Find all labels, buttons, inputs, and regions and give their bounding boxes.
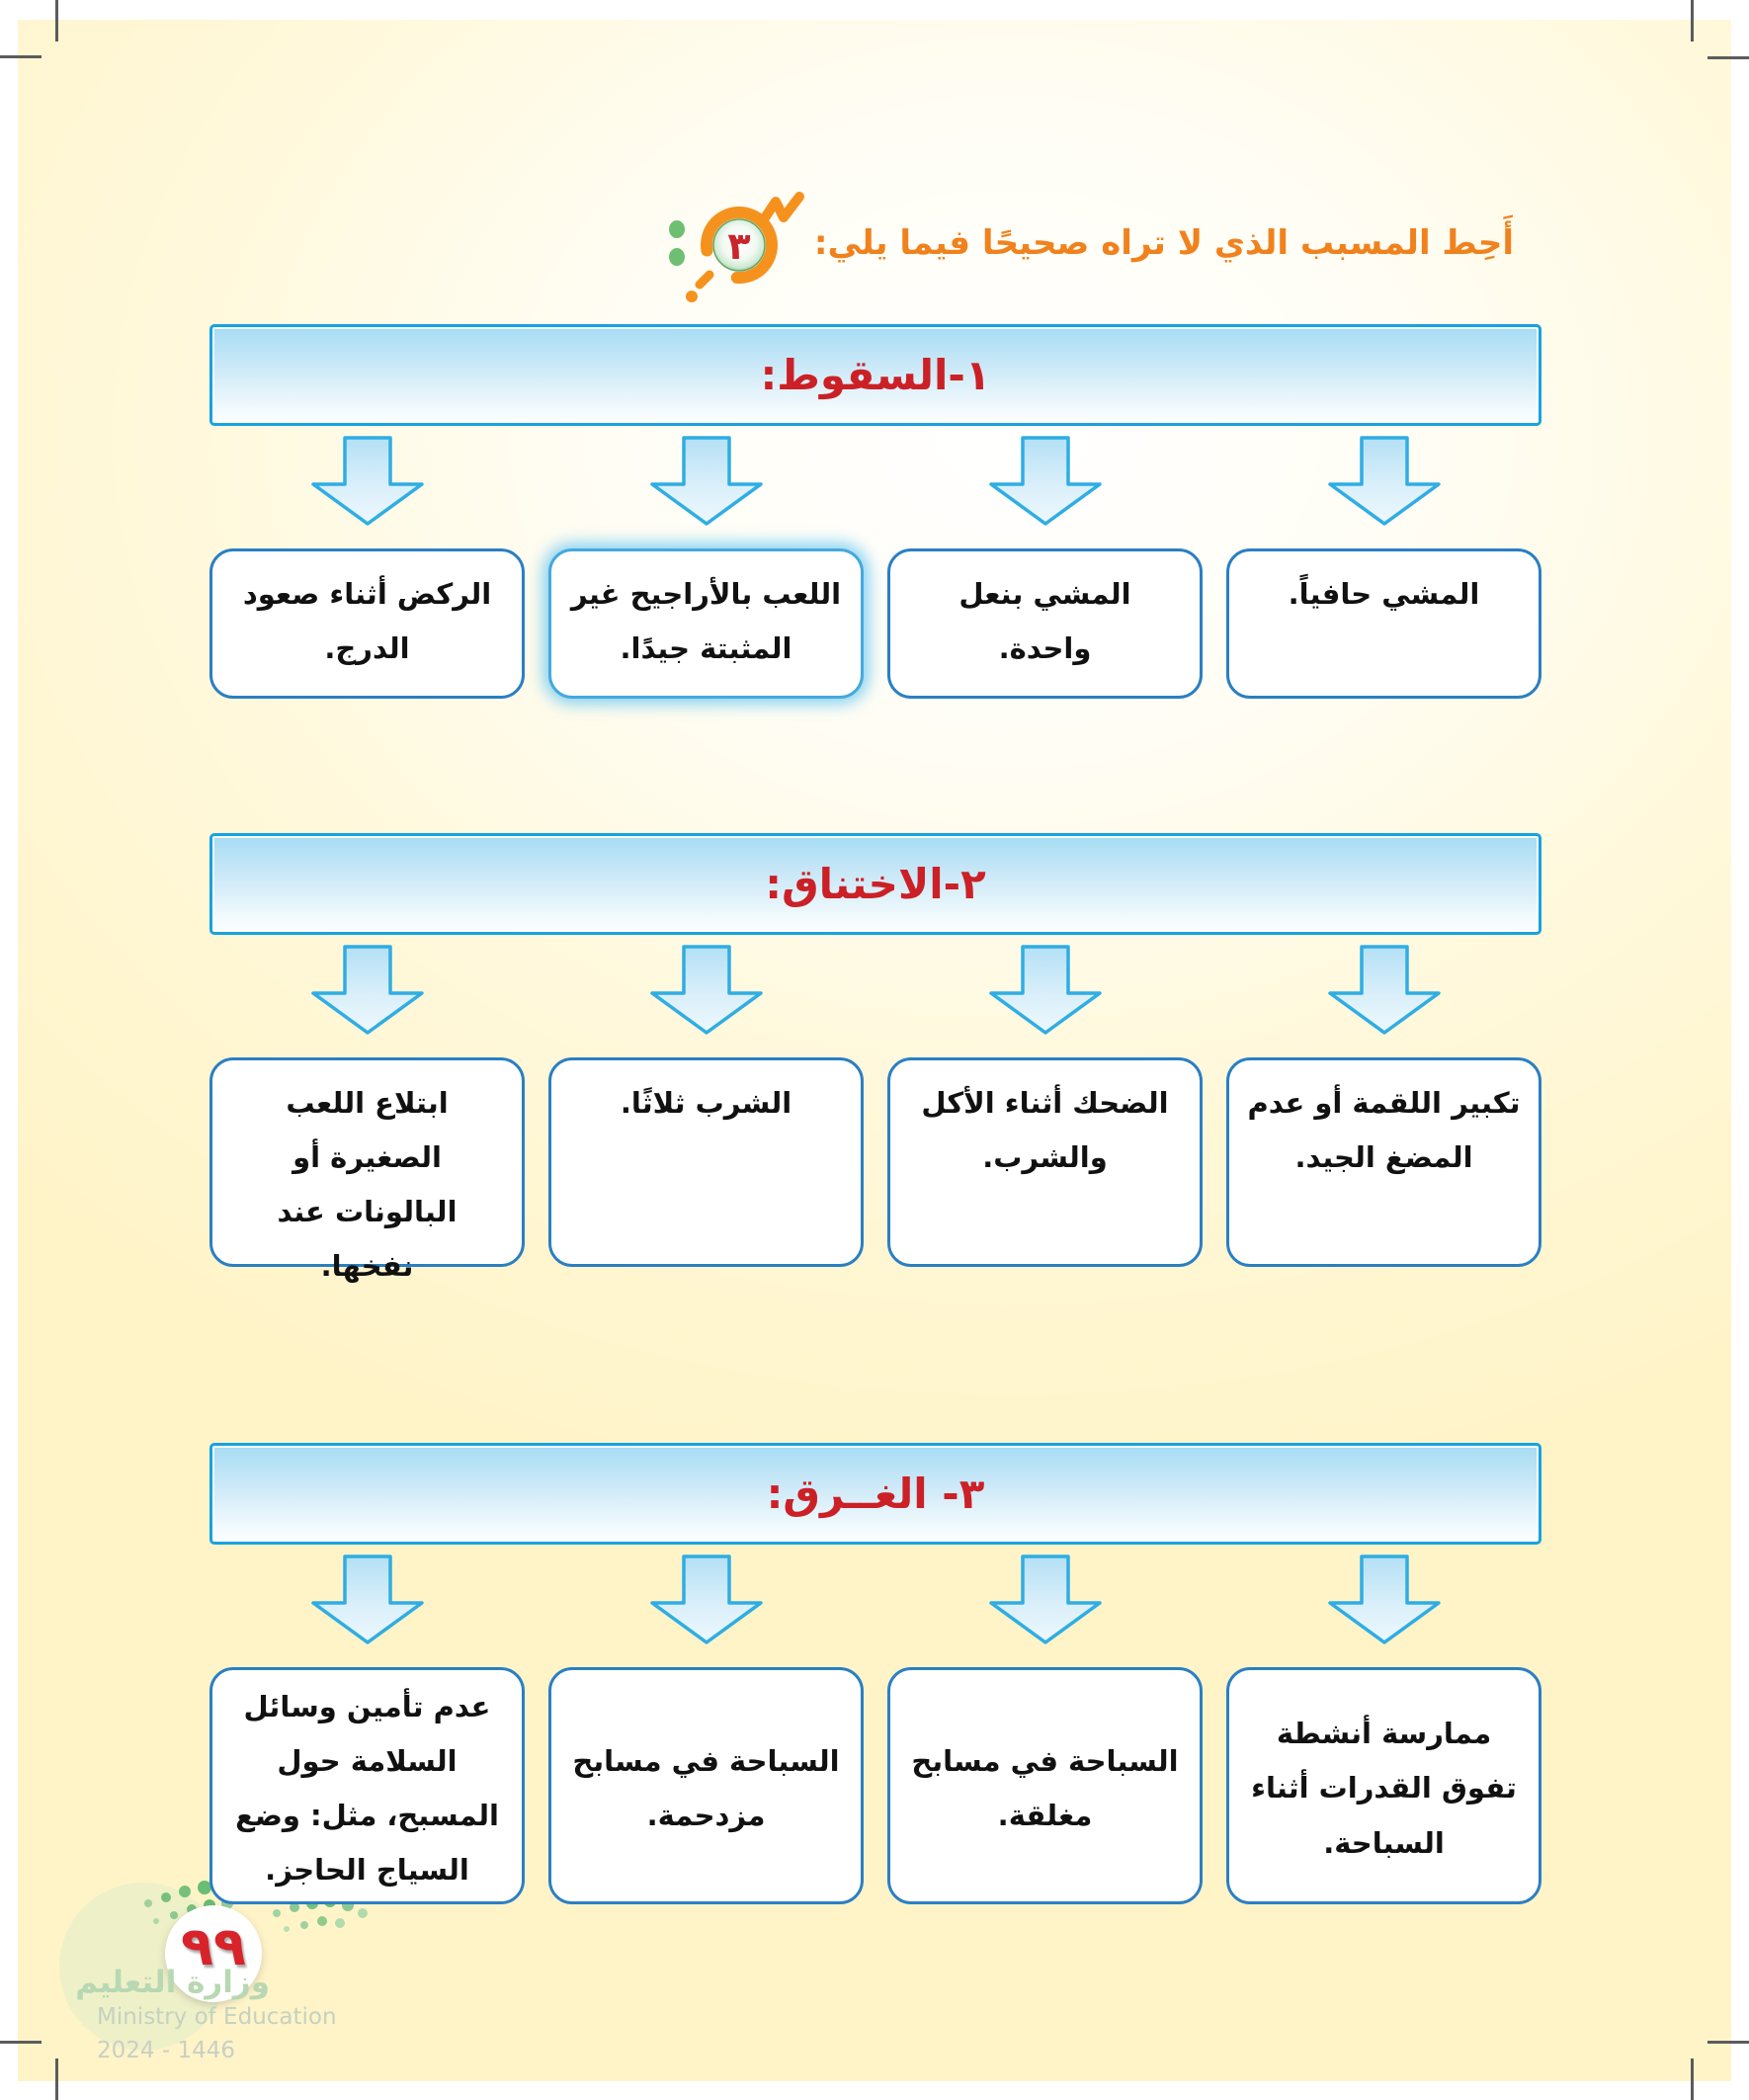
causes-row xyxy=(209,1667,1541,1904)
section-falling xyxy=(209,324,1541,699)
down-arrow-icon xyxy=(1326,435,1443,528)
cause-option[interactable]: المشي حافياً. xyxy=(1226,548,1541,699)
section-choking xyxy=(209,833,1541,1284)
cause-option[interactable]: السباحة في مسابح مزدحمة. xyxy=(548,1667,864,1904)
page-number: ٩٩ xyxy=(181,1915,246,1977)
cause-option[interactable]: الركض أثناء صعود الدرج. xyxy=(209,548,525,699)
cause-option[interactable]: الضحك أثناء الأكل والشرب. xyxy=(887,1057,1203,1267)
section-title: ٣- الغــرق: xyxy=(766,1470,985,1518)
down-arrow-icon xyxy=(648,944,765,1037)
exercise-instruction xyxy=(664,186,1514,306)
section-header-bar xyxy=(209,1443,1541,1545)
svg-text:٣: ٣ xyxy=(727,224,751,268)
cause-option[interactable]: اللعب بالأراجيح غير المثبتة جيدًا. xyxy=(548,548,864,699)
edition-year: 2024 - 1446 xyxy=(97,2038,235,2063)
instruction-text: أَحِط المسبب الذي لا تراه صحيحًا فيما يلي: xyxy=(813,223,1514,263)
down-arrow-icon xyxy=(648,435,765,528)
section-title: ٢-الاختناق: xyxy=(765,860,986,908)
down-arrow-icon xyxy=(987,1554,1104,1646)
down-arrow-icon xyxy=(648,1554,765,1646)
section-header-bar xyxy=(209,833,1541,935)
cause-option[interactable]: تكبير اللقمة أو عدم المضغ الجيد. xyxy=(1226,1057,1541,1267)
arrow-row xyxy=(209,435,1541,530)
cause-option[interactable]: ابتلاع اللعب الصغيرة أو البالونات عند نفخها. xyxy=(209,1057,525,1267)
cause-option[interactable]: الشرب ثلاثًا. xyxy=(548,1057,864,1267)
down-arrow-icon xyxy=(309,944,426,1037)
causes-row xyxy=(209,1057,1541,1284)
down-arrow-icon xyxy=(309,435,426,528)
cause-option[interactable]: السباحة في مسابح مغلقة. xyxy=(887,1667,1203,1904)
ministry-name-arabic: وزارة التعليم xyxy=(75,1965,270,2000)
section-title: ١-السقوط: xyxy=(760,351,991,399)
down-arrow-icon xyxy=(309,1554,426,1646)
down-arrow-icon xyxy=(1326,1554,1443,1646)
causes-row xyxy=(209,548,1541,699)
exercise-number-badge-icon xyxy=(664,186,804,306)
arrow-row xyxy=(209,1554,1541,1648)
down-arrow-icon xyxy=(987,944,1104,1037)
down-arrow-icon xyxy=(1326,944,1443,1037)
cause-option[interactable]: عدم تأمين وسائل السلامة حول المسبح، مثل: وضع السياج الحاجز. xyxy=(209,1667,525,1904)
section-drowning xyxy=(209,1443,1541,1904)
cause-option[interactable]: المشي بنعل واحدة. xyxy=(887,548,1203,699)
arrow-row xyxy=(209,944,1541,1039)
down-arrow-icon xyxy=(987,435,1104,528)
cause-option[interactable]: ممارسة أنشطة تفوق القدرات أثناء السباحة. xyxy=(1226,1667,1541,1904)
ministry-name-english: Ministry of Education xyxy=(97,2004,337,2030)
section-header-bar xyxy=(209,324,1541,426)
